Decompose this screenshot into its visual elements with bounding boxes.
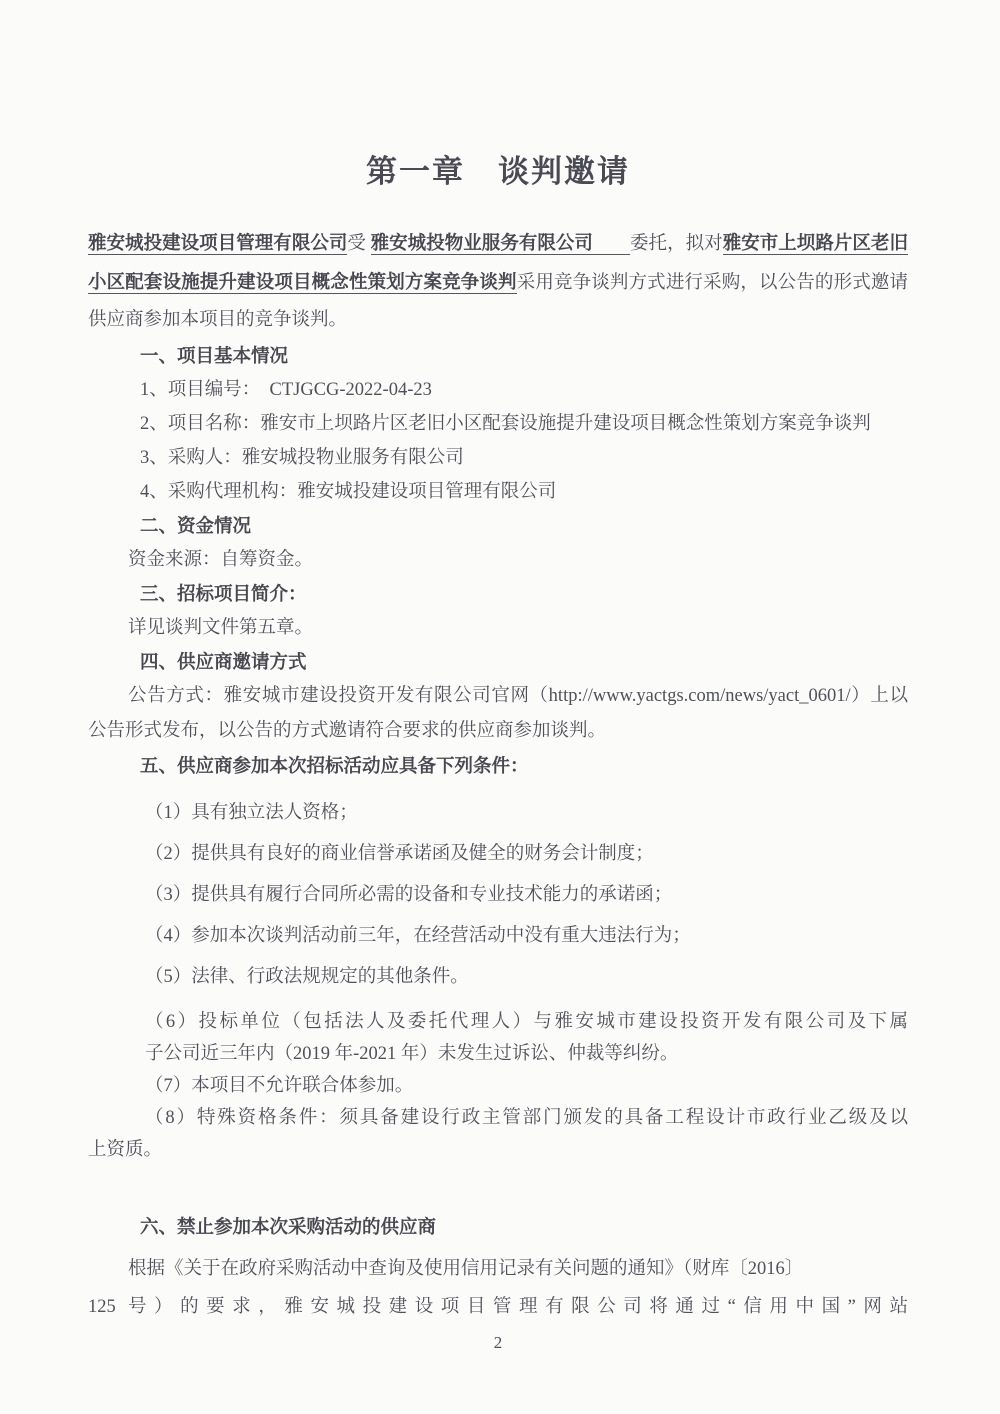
intro-paragraph (88, 224, 908, 339)
section-4-heading: 四、供应商邀请方式 (140, 651, 307, 672)
intro-text-2: 委托，拟对 (630, 234, 723, 254)
client-name-pad (593, 232, 630, 255)
client-name: 雅安城投物业服务有限公司 (370, 232, 593, 253)
agency-name: 雅安城投建设项目管理有限公司 (88, 232, 348, 253)
section-2-heading: 二、资金情况 (140, 515, 252, 536)
condition-item-5: （5）法律、行政法规规定的其他条件。 (145, 967, 469, 987)
section-3-heading: 三、招标项目简介： (140, 583, 307, 604)
condition-item-6-line-1: （6）投标单位（包括法人及委托代理人）与雅安城市建设投资开发有限公司及下属 (145, 1012, 908, 1032)
project-number-item: 1、项目编号： CTJGCG-2022-04-23 (140, 380, 432, 400)
page-title: 第一章 谈判邀请 (366, 154, 630, 189)
intro-text-1: 受 (347, 234, 371, 254)
agency-item: 4、采购代理机构：雅安城投建设项目管理有限公司 (140, 482, 557, 502)
page-number: 2 (493, 1333, 503, 1352)
condition-item-8-line-2: 上资质。 (88, 1140, 163, 1160)
funding-source-text: 资金来源：自筹资金。 (128, 550, 314, 570)
credit-notice-line-2: 125 号）的要求，雅安城投建设项目管理有限公司将通过“信用中国”网站 (88, 1297, 908, 1317)
condition-item-4: （4）参加本次谈判活动前三年，在经营活动中没有重大违法行为； (145, 926, 691, 946)
condition-item-2: （2）提供具有良好的商业信誉承诺函及健全的财务会计制度； (145, 844, 654, 864)
supplier-conditions-continued (88, 1006, 908, 1166)
project-brief-text: 详见谈判文件第五章。 (128, 618, 314, 638)
condition-item-7: （7）本项目不允许联合体参加。 (145, 1076, 414, 1096)
project-name: 雅安市上坝路片区老旧小区配套设施提升建设项目概念性策划方案竞争谈判 (88, 232, 908, 292)
supplier-conditions-list (88, 793, 908, 998)
section-6-heading: 六、禁止参加本次采购活动的供应商 (140, 1216, 437, 1237)
condition-item-3: （3）提供具有履行合同所必需的设备和专业技术能力的承诺函； (145, 885, 673, 905)
purchaser-item: 3、采购人：雅安城投物业服务有限公司 (140, 448, 464, 468)
section-5-heading: 五、供应商参加本次招标活动应具备下列条件： (140, 755, 529, 776)
condition-item-1: （1）具有独立法人资格； (145, 803, 358, 823)
section-1-heading: 一、项目基本情况 (140, 345, 289, 366)
project-name-item: 2、项目名称：雅安市上坝路片区老旧小区配套设施提升建设项目概念性策划方案竞争谈判 (140, 414, 871, 434)
condition-item-6-line-2: 子公司近三年内（2019 年-2021 年）未发生过诉讼、仲裁等纠纷。 (145, 1044, 679, 1064)
announcement-method-text: 公告方式：雅安城市建设投资开发有限公司官网（http://www.yactgs.com/news/yact_0601/）上以公告形式发布，以公告的方式邀请符合要求的供应商参加谈判。 (88, 686, 908, 741)
intro-text-3: 采用竞争谈判方式进行采购，以公告的形式邀请供应商参加本项目的竞争谈判。 (88, 273, 908, 330)
credit-notice-line-1: 根据《关于在政府采购活动中查询及使用信用记录有关问题的通知》（财库〔2016〕 (128, 1259, 804, 1279)
condition-item-8-line-1: （8）特殊资格条件：须具备建设行政主管部门颁发的具备工程设计市政行业乙级及以 (145, 1108, 908, 1128)
